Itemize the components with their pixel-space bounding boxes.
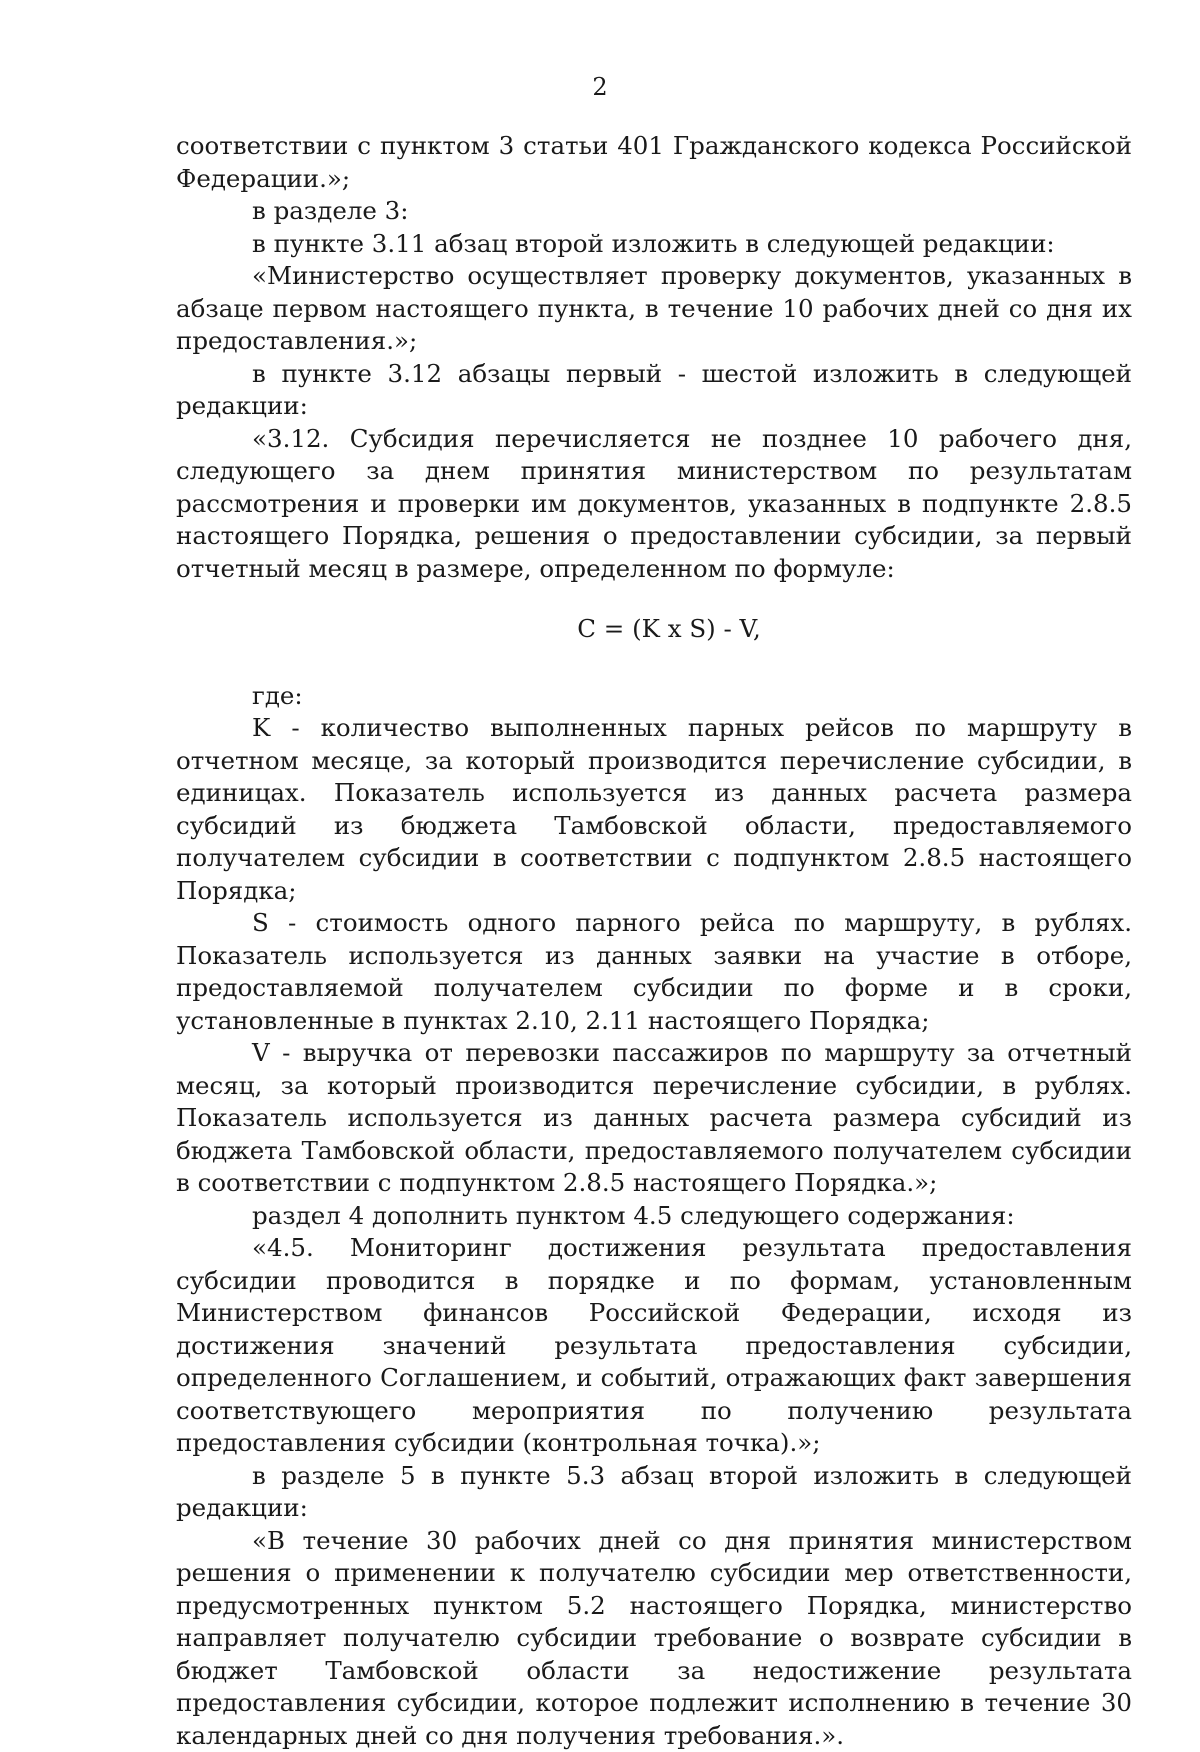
document-body — [176, 130, 1132, 1752]
paragraph-section-5: в разделе 5 в пункте 5.3 абзац второй изложить в следующей редакции: — [176, 1460, 1132, 1525]
paragraph-ministry-check: «Министерство осуществляет проверку документов, указанных в абзаце первом настоящего пункта, в течение 10 рабочих дней со дня их предоставления.»; — [176, 260, 1132, 358]
paragraph-continuation: соответствии с пунктом 3 статьи 401 Гражданского кодекса Российской Федерации.»; — [176, 130, 1132, 195]
paragraph-k-definition: K - количество выполненных парных рейсов по маршруту в отчетном месяце, за который производится перечисление субсидии, в единицах. Показатель используется из данных расчета размера субсидий из бюджета Тамбовской области, предоставляемого получателем субсидии в соответствии с подпунктом 2.8.5 настоящего Порядка; — [176, 712, 1132, 907]
paragraph-subsidy-transfer: «3.12. Субсидия перечисляется не позднее 10 рабочего дня, следующего за днем принятия министерством по результатам рассмотрения и проверки им документов, указанных в подпункте 2.8.5 настоящего Порядка, решения о предоставлении субсидии, за первый отчетный месяц в размере, определенном по формуле: — [176, 423, 1132, 586]
paragraph-v-definition: V - выручка от перевозки пассажиров по маршруту за отчетный месяц, за который производится перечисление субсидии, в рублях. Показатель используется из данных расчета размера субсидий из бюджета Тамбовской области, предоставляемого получателем субсидии в соответствии с подпунктом 2.8.5 настоящего Порядка.»; — [176, 1037, 1132, 1200]
formula: C = (K x S) - V, — [176, 613, 1132, 646]
page-number: 2 — [0, 72, 1200, 102]
paragraph-monitoring: «4.5. Мониторинг достижения результата предоставления субсидии проводится в порядке и по формам, установленным Министерством финансов Российской Федерации, исходя из достижения значений результата предоставления субсидии, определенного Соглашением, и событий, отражающих факт завершения соответствующего мероприятия по получению результата предоставления субсидии (контрольная точка).»; — [176, 1232, 1132, 1460]
paragraph-section-4: раздел 4 дополнить пунктом 4.5 следующего содержания: — [176, 1200, 1132, 1233]
paragraph-where: где: — [176, 680, 1132, 713]
paragraph-section-3: в разделе 3: — [176, 195, 1132, 228]
paragraph-point-3-11: в пункте 3.11 абзац второй изложить в следующей редакции: — [176, 228, 1132, 261]
paragraph-point-3-12: в пункте 3.12 абзацы первый - шестой изложить в следующей редакции: — [176, 358, 1132, 423]
paragraph-s-definition: S - стоимость одного парного рейса по маршруту, в рублях. Показатель используется из данных заявки на участие в отборе, предоставляемой получателем субсидии по форме и в сроки, установленные в пунктах 2.10, 2.11 настоящего Порядка; — [176, 907, 1132, 1037]
paragraph-refund-requirement: «В течение 30 рабочих дней со дня принятия министерством решения о применении к получателю субсидии мер ответственности, предусмотренных пунктом 5.2 настоящего Порядка, министерство направляет получателю субсидии требование о возврате субсидии в бюджет Тамбовской области за недостижение результата предоставления субсидии, которое подлежит исполнению в течение 30 календарных дней со дня получения требования.». — [176, 1525, 1132, 1752]
